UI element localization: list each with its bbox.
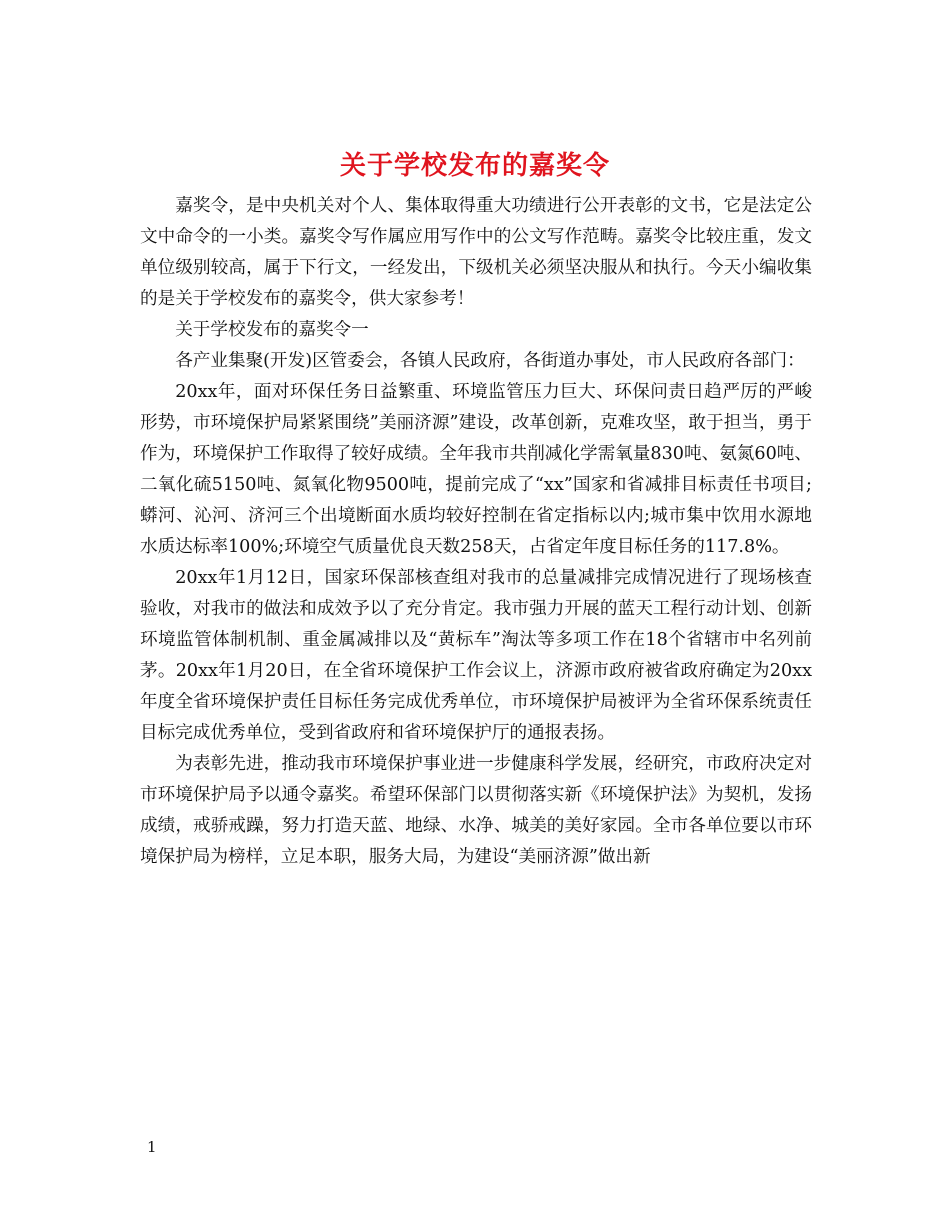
paragraph-subheading: 关于学校发布的嘉奖令一 [175,320,369,340]
paragraph-addressees: 各产业集聚(开发)区管委会，各镇人民政府，各街道办事处，市人民政府各部门： [175,351,805,371]
paragraph-inspection: 20xx年1月12日，国家环保部核查组对我市的总量减排完成情况进行了现场核查验收，对我市的做法和成效予以了充分肯定。我市强力开展的蓝天工程行动计划、创新环境监管体制机制、重金属减排以及“黄标车”淘汰等多项工作在18个省辖市中名列前茅。20xx年1月20日，在全省环境保护工作会议上，济源市政府被省政府确定为20xx年度全省环境保护责任目标任务完成优秀单位，市环境保护局被评为全省环保系统责任目标完成优秀单位，受到省政府和省环境保护厅的通报表扬。 [140,568,812,743]
paragraph-intro: 嘉奖令，是中央机关对个人、集体取得重大功绩进行公开表彰的文书，它是法定公文中命令的一小类。嘉奖令写作属应用写作中的公文写作范畴。嘉奖令比较庄重，发文单位级别较高，属于下行文，一经发出，下级机关必须坚决服从和执行。今天小编收集的是关于学校发布的嘉奖令，供大家参考！ [140,196,812,309]
paragraph-achievements: 20xx年，面对环保任务日益繁重、环境监管压力巨大、环保问责日趋严厉的严峻形势，市环境保护局紧紧围绕”美丽济源”建设，改革创新，克难攻坚，敢于担当，勇于作为，环境保护工作取得了较好成绩。全年我市共削减化学需氧量830吨、氨氮60吨、二氧化硫5150吨、氮氧化物9500吨，提前完成了“xx”国家和省减排目标责任书项目;蟒河、沁河、济河三个出境断面水质均较好控制在省定指标以内;城市集中饮用水源地水质达标率100%;环境空气质量优良天数258天，占省定年度目标任务的117.8%。 [140,382,812,557]
paragraph-commendation: 为表彰先进，推动我市环境保护事业进一步健康科学发展，经研究，市政府决定对市环境保护局予以通令嘉奖。希望环保部门以贯彻落实新《环境保护法》为契机，发扬成绩，戒骄戒躁，努力打造天蓝、地绿、水净、城美的美好家园。全市各单位要以市环境保护局为榜样，立足本职，服务大局，为建设“美丽济源”做出新 [140,754,812,867]
page-number: 1 [147,1138,157,1156]
document-title: 关于学校发布的嘉奖令 [339,151,610,182]
document-body [140,191,812,873]
